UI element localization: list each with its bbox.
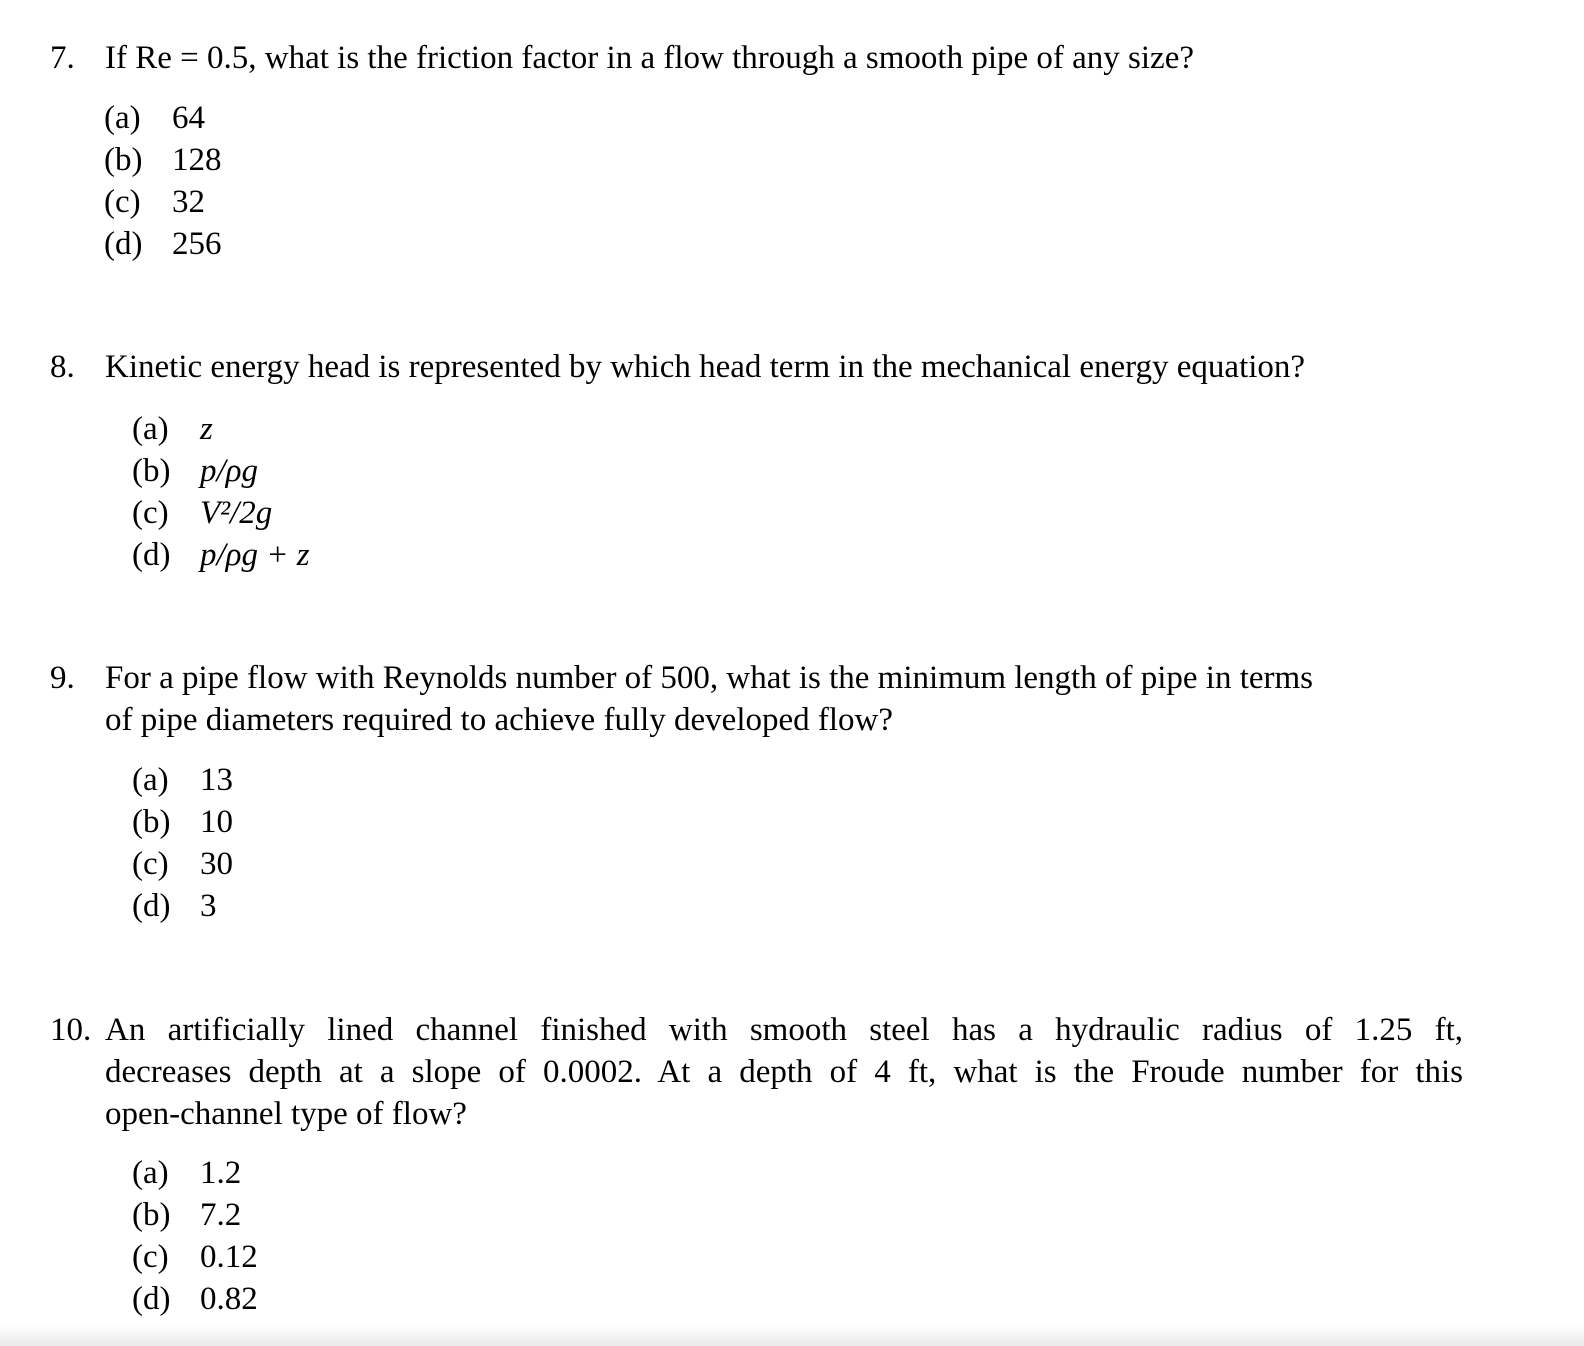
option-value: 3 <box>200 888 217 924</box>
answer-option <box>132 534 310 576</box>
answer-option <box>132 1236 258 1278</box>
option-label: (b) <box>132 1197 171 1233</box>
answer-option <box>132 450 310 492</box>
option-value: p/ρg + z <box>200 537 310 573</box>
option-label: (d) <box>132 537 171 573</box>
answer-option <box>132 1278 258 1320</box>
question-number: 10. <box>50 1012 92 1048</box>
option-label: (b) <box>132 804 171 840</box>
option-value: 64 <box>172 100 205 136</box>
question-number: 9. <box>50 660 75 696</box>
option-label: (d) <box>132 1281 171 1317</box>
option-value: 1.2 <box>200 1155 242 1191</box>
option-value: 13 <box>200 762 233 798</box>
question-text-line: decreases depth at a slope of 0.0002. At a depth of 4 ft, what is the Froude number for this <box>105 1054 1463 1090</box>
answer-options <box>132 759 233 927</box>
question-text-line: of pipe diameters required to achieve fully developed flow? <box>105 702 894 738</box>
answer-option <box>104 139 222 181</box>
answer-option <box>104 97 222 139</box>
answer-option <box>104 181 222 223</box>
option-value: 256 <box>172 226 222 262</box>
option-value: 10 <box>200 804 233 840</box>
option-value: 0.12 <box>200 1239 258 1275</box>
answer-option <box>104 223 222 265</box>
option-label: (b) <box>132 453 171 489</box>
question-text-line: open-channel type of flow? <box>105 1096 467 1132</box>
answer-option <box>132 1194 258 1236</box>
option-label: (c) <box>104 184 141 220</box>
option-value: 7.2 <box>200 1197 242 1233</box>
answer-options <box>104 97 222 265</box>
option-label: (c) <box>132 495 169 531</box>
option-value: 30 <box>200 846 233 882</box>
option-label: (a) <box>132 1155 169 1191</box>
option-value: V²/2g <box>200 495 273 531</box>
question-number: 7. <box>50 40 75 76</box>
option-label: (d) <box>132 888 171 924</box>
option-label: (d) <box>104 226 143 262</box>
answer-option <box>132 408 310 450</box>
option-value: 128 <box>172 142 222 178</box>
option-value: z <box>200 411 213 447</box>
option-label: (b) <box>104 142 143 178</box>
answer-option <box>132 492 310 534</box>
answer-option <box>132 759 233 801</box>
option-value: 32 <box>172 184 205 220</box>
question-text: If Re = 0.5, what is the friction factor in a flow through a smooth pipe of any size? <box>105 40 1194 76</box>
option-label: (a) <box>132 762 169 798</box>
question-text-line: For a pipe flow with Reynolds number of 500, what is the minimum length of pipe in terms <box>105 660 1314 696</box>
page-bottom-shadow <box>0 1324 1584 1346</box>
answer-option <box>132 885 233 927</box>
question-text: Kinetic energy head is represented by which head term in the mechanical energy equation? <box>105 349 1306 385</box>
option-label: (a) <box>104 100 141 136</box>
option-label: (a) <box>132 411 169 447</box>
option-label: (c) <box>132 1239 169 1275</box>
answer-option <box>132 801 233 843</box>
question-text-line: An artificially lined channel finished with smooth steel has a hydraulic radius of 1.25 ft, <box>105 1012 1463 1048</box>
option-value: 0.82 <box>200 1281 258 1317</box>
answer-option <box>132 1152 258 1194</box>
answer-options <box>132 1152 258 1320</box>
answer-options <box>132 408 310 576</box>
option-value: p/ρg <box>200 453 259 489</box>
answer-option <box>132 843 233 885</box>
option-label: (c) <box>132 846 169 882</box>
question-number: 8. <box>50 349 75 385</box>
